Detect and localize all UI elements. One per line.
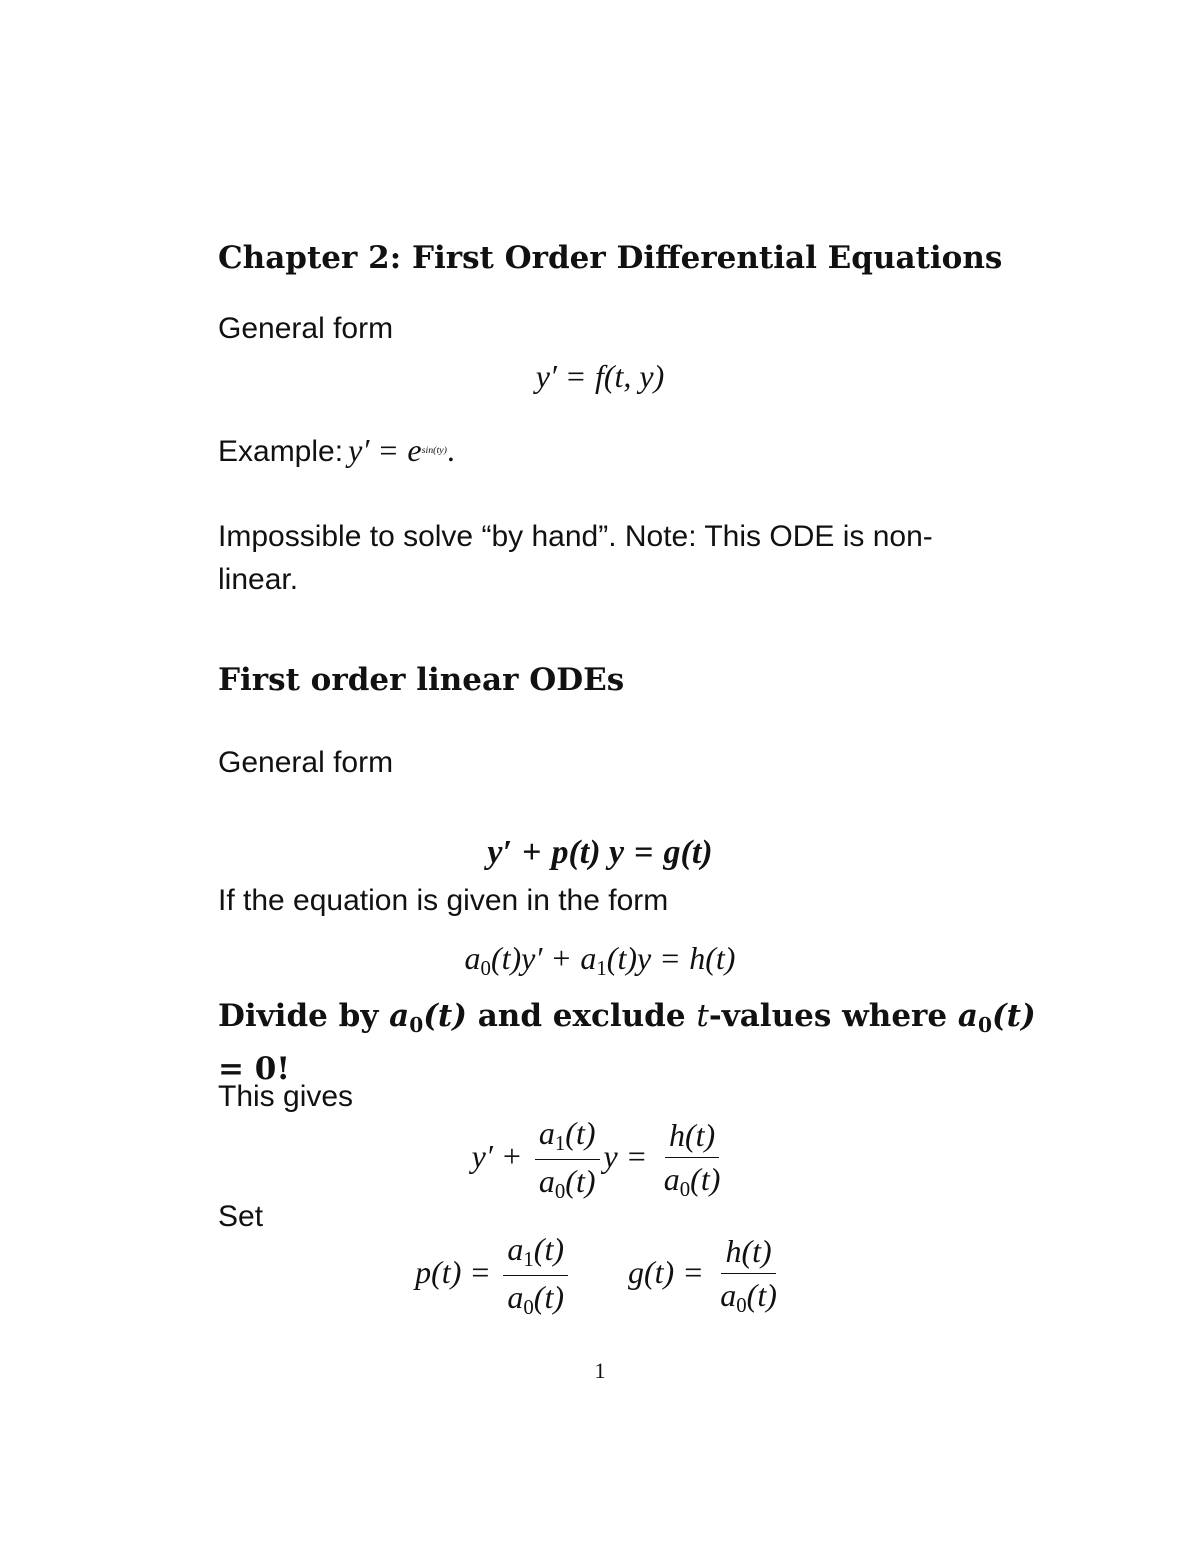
note-line-2: linear. xyxy=(218,563,299,596)
general-form-label-2: General form xyxy=(218,746,394,779)
divide-zero: 0! xyxy=(254,1051,290,1088)
set-p-num-arg: (t) xyxy=(533,1231,564,1267)
given-form-text: If the equation is given in the form xyxy=(218,884,669,917)
example-lhs: y′ xyxy=(348,432,370,468)
divided-fraction-den xyxy=(535,1160,600,1205)
divided-num-a: a xyxy=(538,1115,555,1151)
chapter-title: Chapter 2: First Order Differential Equations xyxy=(218,240,1003,276)
divide-a0-sub: 0 xyxy=(409,1013,424,1038)
divided-rhs-den-sub: 0 xyxy=(679,1178,691,1202)
set-p-num xyxy=(503,1230,568,1276)
page-number: 1 xyxy=(594,1358,606,1383)
divide-part3: -values where xyxy=(708,998,948,1034)
eq-args: (t, y) xyxy=(603,358,665,394)
set-eq2: = xyxy=(684,1254,703,1291)
set-g-den-sub: 0 xyxy=(736,1294,747,1318)
example-equals: = xyxy=(379,432,398,468)
divided-den-a: a xyxy=(538,1163,555,1200)
set-g-num: h(t) xyxy=(721,1232,775,1273)
divide-a0-b-sub: 0 xyxy=(978,1013,993,1038)
linear-plus: + xyxy=(522,834,542,871)
divide-equals: = xyxy=(218,1051,244,1088)
set-p-fraction xyxy=(503,1230,568,1321)
divide-arg-b: (t) xyxy=(992,998,1036,1034)
example-label: Example: xyxy=(218,435,344,468)
divided-fraction xyxy=(535,1114,600,1205)
divided-rhs-fraction xyxy=(660,1116,725,1203)
linear-g: g(t) xyxy=(663,834,713,871)
note-line-1: Impossible to solve “by hand”. Note: This ODE is non- xyxy=(218,520,933,553)
divided-rhs-num: h(t) xyxy=(665,1116,719,1157)
equation-divided xyxy=(0,1114,1200,1205)
set-p-den-sub: 0 xyxy=(523,1296,534,1320)
given-a1-arg: (t)y xyxy=(606,940,652,976)
divide-a0-b: a xyxy=(957,998,978,1034)
divided-rhs-den xyxy=(660,1158,725,1203)
given-plus: + xyxy=(552,940,571,976)
set-p: p(t) xyxy=(415,1254,462,1291)
given-a0-sub: 0 xyxy=(480,957,491,981)
equation-general-form xyxy=(0,358,1200,395)
divide-t: t xyxy=(696,998,709,1034)
set-g: g(t) xyxy=(628,1254,675,1291)
divide-arg: (t) xyxy=(423,998,467,1034)
eq-equals: = xyxy=(566,358,585,394)
divided-equals: = xyxy=(627,1138,646,1175)
example-period: . xyxy=(446,432,455,468)
divide-instruction xyxy=(218,994,1048,1091)
divided-num-arg: (t) xyxy=(565,1115,596,1151)
divide-part1: Divide by xyxy=(218,998,379,1034)
divided-num-sub: 1 xyxy=(554,1132,566,1156)
divided-rhs-den-a: a xyxy=(663,1160,680,1197)
divided-y: y′ xyxy=(471,1138,493,1175)
set-p-den xyxy=(503,1276,568,1321)
this-gives-label: This gives xyxy=(218,1080,354,1113)
section-title: First order linear ODEs xyxy=(218,662,625,698)
given-a0-arg: (t)y′ xyxy=(490,940,543,976)
set-g-den-a: a xyxy=(720,1276,737,1313)
given-a1: a xyxy=(580,940,597,976)
divided-fraction-num xyxy=(535,1114,600,1160)
given-h: h(t) xyxy=(689,940,736,976)
set-p-den-a: a xyxy=(507,1279,524,1316)
divide-a0: a xyxy=(389,998,410,1034)
equation-linear-form xyxy=(0,834,1200,872)
example-base: e xyxy=(407,432,422,468)
example-exponent: sin(ty) xyxy=(421,445,447,457)
set-label: Set xyxy=(218,1200,264,1233)
set-g-den xyxy=(716,1274,781,1319)
set-eq1: = xyxy=(471,1254,490,1291)
linear-p: p(t) y xyxy=(551,834,625,871)
linear-y: y′ xyxy=(487,834,513,871)
divided-y2: y xyxy=(603,1138,618,1175)
eq-f: f xyxy=(594,358,604,394)
equation-given-form xyxy=(0,940,1200,981)
divided-plus: + xyxy=(502,1138,521,1175)
example-line xyxy=(218,432,455,469)
divided-den-arg: (t) xyxy=(565,1163,596,1200)
given-equals: = xyxy=(661,940,680,976)
given-a0: a xyxy=(464,940,481,976)
set-p-den-arg: (t) xyxy=(533,1279,564,1316)
divided-den-sub: 0 xyxy=(554,1180,566,1204)
general-form-label: General form xyxy=(218,312,394,345)
linear-equals: = xyxy=(634,834,654,871)
eq-lhs: y′ xyxy=(535,358,557,394)
set-g-fraction xyxy=(716,1232,781,1319)
set-p-num-a: a xyxy=(507,1231,524,1267)
divide-part2: and exclude xyxy=(477,998,686,1034)
set-g-den-arg: (t) xyxy=(746,1276,777,1313)
equation-set xyxy=(0,1230,1200,1321)
set-p-num-sub: 1 xyxy=(523,1248,534,1272)
given-a1-sub: 1 xyxy=(596,957,607,981)
divided-rhs-den-arg: (t) xyxy=(690,1160,721,1197)
